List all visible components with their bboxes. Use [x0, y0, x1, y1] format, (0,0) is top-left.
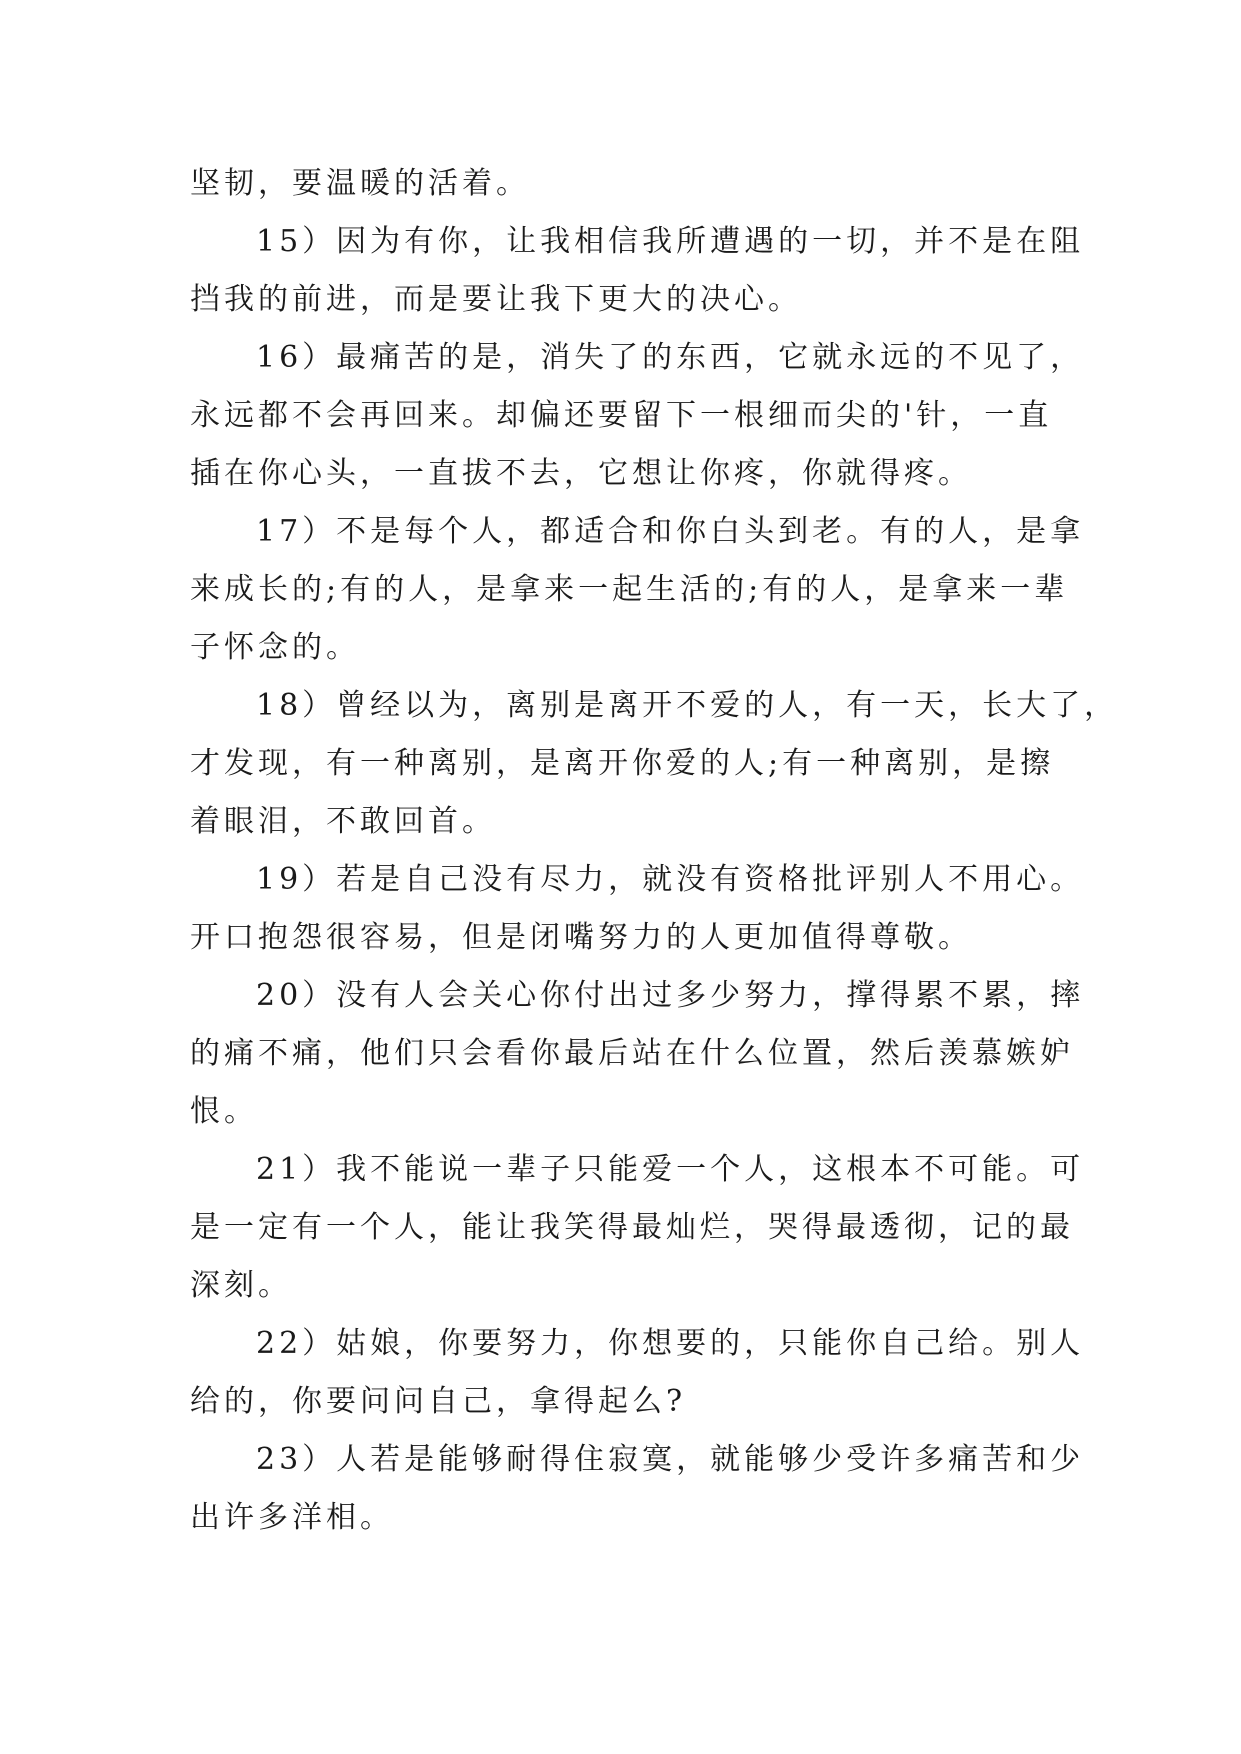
- text-line: 19）若是自己没有尽力，就没有资格批评别人不用心。: [256, 862, 1085, 897]
- text-line: 坚韧，要温暖的活着。: [190, 166, 530, 201]
- text-line: 永远都不会再回来。却偏还要留下一根细而尖的'针，一直: [190, 398, 1053, 433]
- paragraph-16: [190, 329, 1085, 503]
- paragraph-14-tail: [190, 155, 1060, 213]
- text-line: 21）我不能说一辈子只能爱一个人，这根本不可能。可: [256, 1152, 1085, 1187]
- document-body: [190, 155, 1119, 1547]
- paragraph-22: [190, 1315, 1085, 1431]
- text-line: 子怀念的。: [190, 630, 360, 665]
- text-line: 着眼泪，不敢回首。: [190, 804, 496, 839]
- text-line: 恨。: [190, 1094, 258, 1129]
- text-line: 16）最痛苦的是，消失了的东西，它就永远的不见了，: [256, 340, 1085, 375]
- text-line: 出许多洋相。: [190, 1500, 394, 1535]
- text-line: 15）因为有你，让我相信我所遭遇的一切，并不是在阻: [256, 224, 1085, 259]
- text-line: 22）姑娘，你要努力，你想要的，只能你自己给。别人: [256, 1326, 1085, 1361]
- text-line: 开口抱怨很容易，但是闭嘴努力的人更加值得尊敬。: [190, 920, 972, 955]
- paragraph-17: [190, 503, 1085, 677]
- text-line: 来成长的;有的人，是拿来一起生活的;有的人，是拿来一辈: [190, 572, 1069, 607]
- text-line: 23）人若是能够耐得住寂寞，就能够少受许多痛苦和少: [256, 1442, 1085, 1477]
- text-line: 挡我的前进，而是要让我下更大的决心。: [190, 282, 802, 317]
- paragraph-18: [190, 677, 1119, 851]
- text-line: 插在你心头，一直拔不去，它想让你疼，你就得疼。: [190, 456, 972, 491]
- text-line: 20）没有人会关心你付出过多少努力，撑得累不累，摔: [256, 978, 1085, 1013]
- text-line: 给的，你要问问自己，拿得起么?: [190, 1384, 687, 1419]
- paragraph-19: [190, 851, 1085, 967]
- text-line: 深刻。: [190, 1268, 292, 1303]
- text-line: 的痛不痛，他们只会看你最后站在什么位置，然后羡慕嫉妒: [190, 1036, 1074, 1071]
- text-line: 18）曾经以为，离别是离开不爱的人，有一天，长大了，: [256, 688, 1119, 723]
- paragraph-23: [190, 1431, 1085, 1547]
- paragraph-21: [190, 1141, 1085, 1315]
- paragraph-20: [190, 967, 1085, 1141]
- text-line: 才发现，有一种离别，是离开你爱的人;有一种离别，是擦: [190, 746, 1055, 781]
- paragraph-15: [190, 213, 1085, 329]
- text-line: 17）不是每个人，都适合和你白头到老。有的人，是拿: [256, 514, 1085, 549]
- text-line: 是一定有一个人，能让我笑得最灿烂，哭得最透彻，记的最: [190, 1210, 1074, 1245]
